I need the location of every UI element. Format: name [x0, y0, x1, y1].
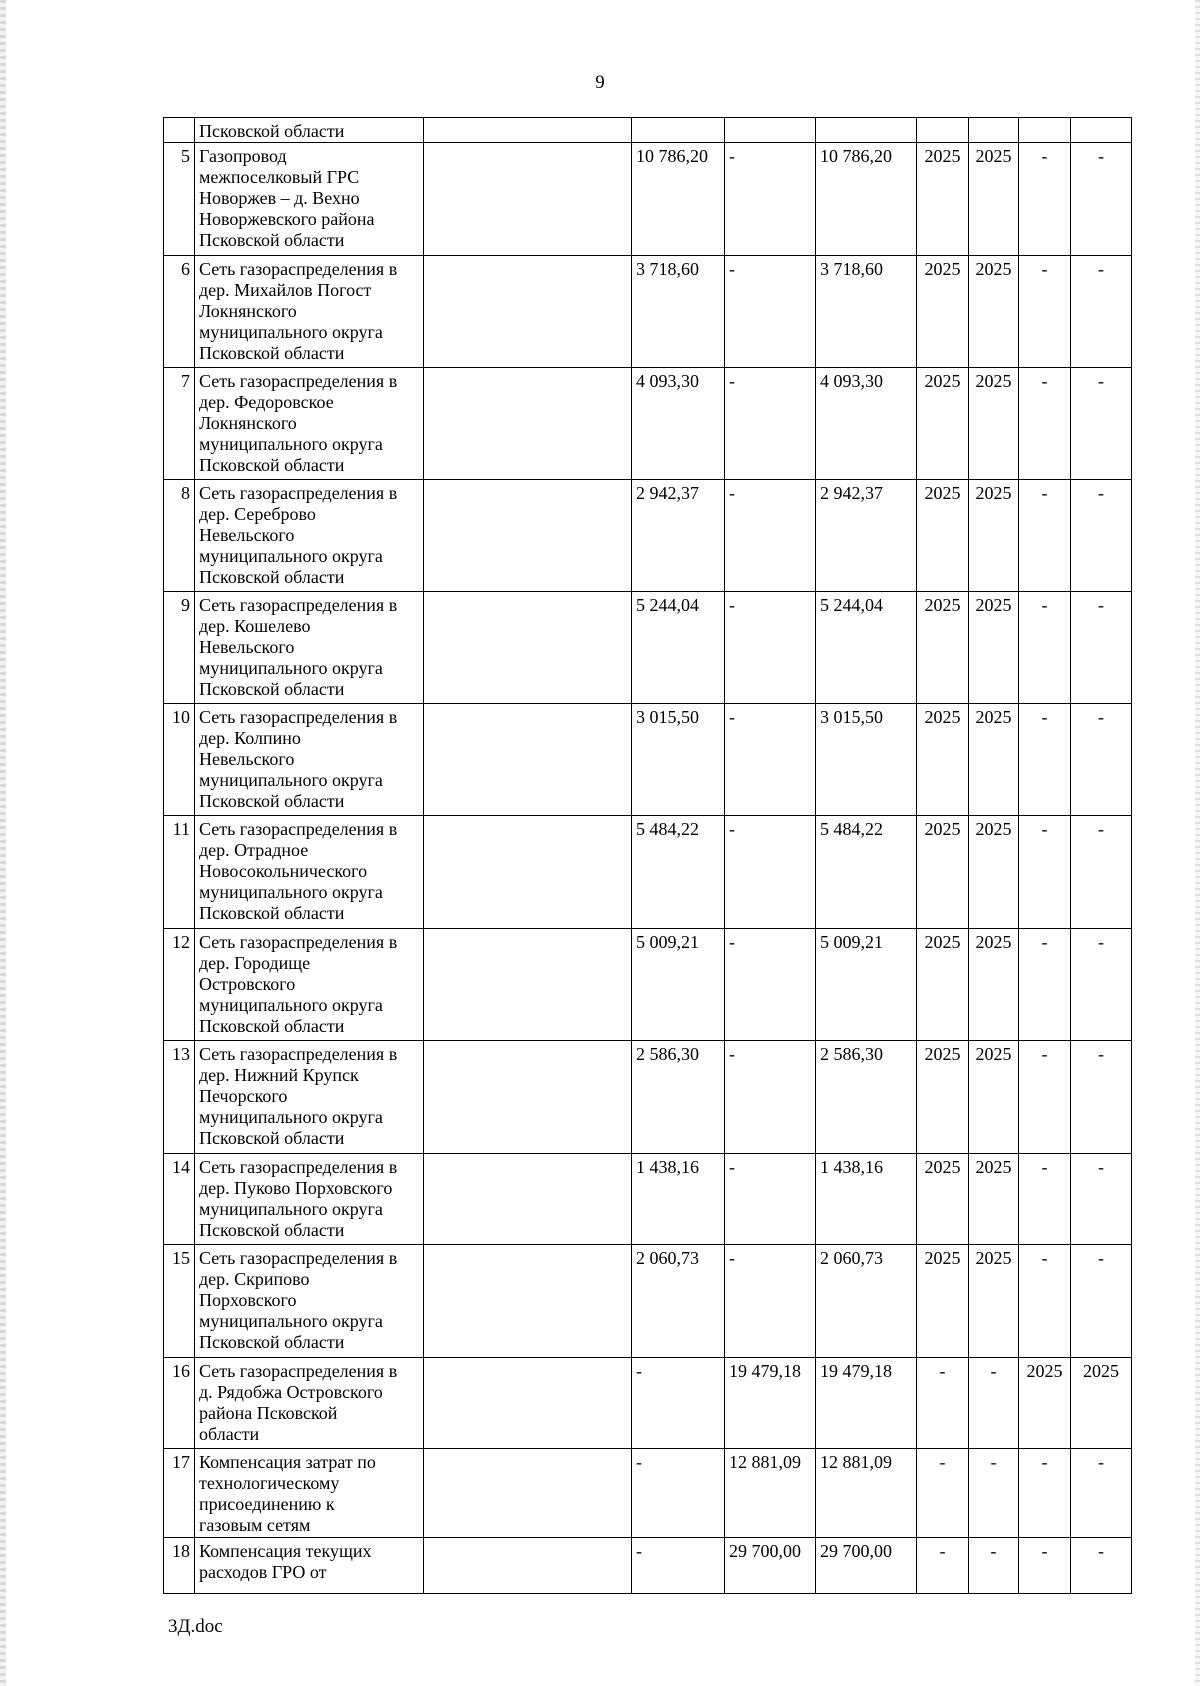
row-col4-amount: - — [632, 1449, 725, 1538]
row-col3 — [424, 704, 632, 816]
row-col10-year: - — [1071, 480, 1132, 592]
row-col3 — [424, 1358, 632, 1449]
row-name-line: муниципального округа — [199, 1199, 383, 1219]
row-col3 — [424, 480, 632, 592]
row-col9-year: - — [1019, 1154, 1071, 1245]
table-row — [164, 368, 1132, 480]
row-col7-year: 2025 — [917, 143, 969, 256]
row-col3 — [424, 1245, 632, 1358]
row-name-line: дер. Федоровское — [199, 392, 334, 412]
row-col10-year: - — [1071, 256, 1132, 368]
row-col10-year: - — [1071, 1449, 1132, 1538]
row-col6-total: 1 438,16 — [816, 1154, 917, 1245]
row-name-line: дер. Михайлов Погост — [199, 280, 372, 300]
row-name — [195, 816, 424, 929]
row-col5-amount: 29 700,00 — [725, 1538, 816, 1594]
row-col10-year: - — [1071, 704, 1132, 816]
row-col5-amount: - — [725, 368, 816, 480]
cell-col10 — [1071, 118, 1132, 143]
row-col10-year: - — [1071, 143, 1132, 256]
row-name-line: Сеть газораспределения в — [199, 595, 398, 615]
row-number: 7 — [164, 368, 195, 480]
row-col4-amount: 4 093,30 — [632, 368, 725, 480]
cell-col9 — [1019, 118, 1071, 143]
row-col6-total: 29 700,00 — [816, 1538, 917, 1594]
row-col6-total: 19 479,18 — [816, 1358, 917, 1449]
row-name-line: Псковской области — [199, 343, 345, 363]
row-col5-amount: - — [725, 929, 816, 1041]
row-name — [195, 929, 424, 1041]
row-name-line: расходов ГРО от — [199, 1562, 327, 1582]
row-col3 — [424, 1041, 632, 1154]
row-col6-total: 3 718,60 — [816, 256, 917, 368]
row-col9-year: - — [1019, 1041, 1071, 1154]
row-name-line: муниципального округа — [199, 1311, 383, 1331]
row-col10-year: - — [1071, 1154, 1132, 1245]
row-col10-year: - — [1071, 592, 1132, 704]
row-name-line: Сеть газораспределения в — [199, 1157, 398, 1177]
row-name — [195, 1449, 424, 1538]
row-col3 — [424, 592, 632, 704]
row-col6-total: 2 942,37 — [816, 480, 917, 592]
row-name-line: Сеть газораспределения в — [199, 1361, 398, 1381]
row-name-line: Псковской области — [199, 1332, 345, 1352]
row-name — [195, 368, 424, 480]
row-col4-amount: 3 718,60 — [632, 256, 725, 368]
row-name-line: Локнянского — [199, 301, 297, 321]
row-col4-amount: 2 942,37 — [632, 480, 725, 592]
row-number: 14 — [164, 1154, 195, 1245]
cell-col7 — [917, 118, 969, 143]
row-col6-total: 5 009,21 — [816, 929, 917, 1041]
row-name-line: дер. Нижний Крупск — [199, 1065, 359, 1085]
row-name-line: дер. Городище — [199, 953, 311, 973]
row-col10-year: - — [1071, 1041, 1132, 1154]
row-name-line: Сеть газораспределения в — [199, 483, 398, 503]
row-name-line: Псковской области — [199, 1220, 345, 1240]
row-col7-year: - — [917, 1449, 969, 1538]
row-col8-year: 2025 — [969, 143, 1019, 256]
row-name — [195, 1154, 424, 1245]
row-name-line: Компенсация затрат по — [199, 1452, 376, 1472]
row-col9-year: 2025 — [1019, 1358, 1071, 1449]
row-col5-amount: - — [725, 816, 816, 929]
row-name-line: Газопровод — [199, 146, 287, 166]
table-row — [164, 929, 1132, 1041]
scan-edge-left — [0, 0, 6, 1686]
row-col6-total: 5 484,22 — [816, 816, 917, 929]
row-col10-year: - — [1071, 929, 1132, 1041]
row-col9-year: - — [1019, 704, 1071, 816]
row-col4-amount: 2 586,30 — [632, 1041, 725, 1154]
row-col9-year: - — [1019, 480, 1071, 592]
row-col5-amount: 12 881,09 — [725, 1449, 816, 1538]
row-name-line: Новоржевского района — [199, 209, 375, 229]
table-row — [164, 1538, 1132, 1594]
row-number: 16 — [164, 1358, 195, 1449]
row-name-line: дер. Колпино — [199, 728, 301, 748]
row-col7-year: 2025 — [917, 256, 969, 368]
row-col8-year: 2025 — [969, 1154, 1019, 1245]
row-col10-year: - — [1071, 816, 1132, 929]
row-col10-year: - — [1071, 1245, 1132, 1358]
row-col5-amount: - — [725, 143, 816, 256]
row-name-line: муниципального округа — [199, 995, 383, 1015]
row-col9-year: - — [1019, 592, 1071, 704]
row-col6-total: 3 015,50 — [816, 704, 917, 816]
row-col7-year: 2025 — [917, 480, 969, 592]
table-row — [164, 480, 1132, 592]
page-number: 9 — [595, 72, 605, 93]
row-name-line: Псковской области — [199, 1128, 345, 1148]
row-name-line: присоединению к — [199, 1494, 335, 1514]
row-col4-amount: 1 438,16 — [632, 1154, 725, 1245]
row-name-line: технологическому — [199, 1473, 340, 1493]
row-col5-amount: 19 479,18 — [725, 1358, 816, 1449]
row-number: 10 — [164, 704, 195, 816]
row-name-line: Невельского — [199, 749, 295, 769]
table-row — [164, 816, 1132, 929]
row-number: 5 — [164, 143, 195, 256]
row-col8-year: 2025 — [969, 480, 1019, 592]
row-col7-year: 2025 — [917, 368, 969, 480]
table-row — [164, 704, 1132, 816]
row-name-line: Псковской области — [199, 567, 345, 587]
row-name — [195, 704, 424, 816]
row-col5-amount: - — [725, 1041, 816, 1154]
row-col5-amount: - — [725, 256, 816, 368]
row-name-line: межпоселковый ГРС — [199, 167, 360, 187]
row-col4-amount: 5 009,21 — [632, 929, 725, 1041]
row-col3 — [424, 256, 632, 368]
row-col6-total: 5 244,04 — [816, 592, 917, 704]
row-name-line: Невельского — [199, 637, 295, 657]
row-col9-year: - — [1019, 256, 1071, 368]
row-col5-amount: - — [725, 1245, 816, 1358]
row-name-line: д. Рядобжа Островского — [199, 1382, 383, 1402]
row-col3 — [424, 816, 632, 929]
row-col8-year: 2025 — [969, 1041, 1019, 1154]
row-col6-total: 4 093,30 — [816, 368, 917, 480]
row-name-line: Сеть газораспределения в — [199, 707, 398, 727]
row-name-line: муниципального округа — [199, 546, 383, 566]
row-col10-year: - — [1071, 1538, 1132, 1594]
row-name — [195, 1358, 424, 1449]
row-name-line: Сеть газораспределения в — [199, 259, 398, 279]
row-name — [195, 256, 424, 368]
row-col9-year: - — [1019, 1449, 1071, 1538]
row-name-line: дер. Кошелево — [199, 616, 311, 636]
row-number: 17 — [164, 1449, 195, 1538]
cell-name: Псковской области — [195, 118, 424, 143]
row-col3 — [424, 1538, 632, 1594]
row-name-line: муниципального округа — [199, 322, 383, 342]
row-name — [195, 1538, 424, 1594]
row-col6-total: 2 586,30 — [816, 1041, 917, 1154]
table-row — [164, 592, 1132, 704]
row-number: 18 — [164, 1538, 195, 1594]
row-name-line: муниципального округа — [199, 658, 383, 678]
row-col4-amount: 5 244,04 — [632, 592, 725, 704]
row-number: 6 — [164, 256, 195, 368]
row-col10-year: 2025 — [1071, 1358, 1132, 1449]
row-number: 11 — [164, 816, 195, 929]
table-row — [164, 143, 1132, 256]
row-col6-total: 12 881,09 — [816, 1449, 917, 1538]
row-name-line: Новоржев – д. Вехно — [199, 188, 360, 208]
row-col7-year: 2025 — [917, 816, 969, 929]
row-col4-amount: 5 484,22 — [632, 816, 725, 929]
row-name-line: Сеть газораспределения в — [199, 819, 398, 839]
row-name-line: Псковской области — [199, 1016, 345, 1036]
row-name-line: муниципального округа — [199, 770, 383, 790]
row-name-line: муниципального округа — [199, 1107, 383, 1127]
row-name-line: района Псковской — [199, 1403, 338, 1423]
row-col3 — [424, 1154, 632, 1245]
row-name-line: Невельского — [199, 525, 295, 545]
row-col7-year: - — [917, 1358, 969, 1449]
row-name-line: Новосокольнического — [199, 861, 368, 881]
row-name-line: Сеть газораспределения в — [199, 371, 398, 391]
row-name — [195, 480, 424, 592]
row-col8-year: - — [969, 1358, 1019, 1449]
row-col9-year: - — [1019, 929, 1071, 1041]
row-col7-year: - — [917, 1538, 969, 1594]
row-col4-amount: 3 015,50 — [632, 704, 725, 816]
row-name-line: Псковской области — [199, 679, 345, 699]
row-name-line: Псковской области — [199, 903, 345, 923]
row-col4-amount: - — [632, 1358, 725, 1449]
row-col4-amount: - — [632, 1538, 725, 1594]
cell-no — [164, 118, 195, 143]
row-name-line: Псковской области — [199, 791, 345, 811]
row-col3 — [424, 368, 632, 480]
row-name-line: Сеть газораспределения в — [199, 1044, 398, 1064]
row-col8-year: 2025 — [969, 1245, 1019, 1358]
row-name-line: Локнянского — [199, 413, 297, 433]
table-row — [164, 1358, 1132, 1449]
row-col5-amount: - — [725, 1154, 816, 1245]
row-col7-year: 2025 — [917, 1154, 969, 1245]
row-col7-year: 2025 — [917, 929, 969, 1041]
row-name-line: Сеть газораспределения в — [199, 932, 398, 952]
scan-edge-right — [1195, 0, 1200, 1686]
row-col8-year: 2025 — [969, 929, 1019, 1041]
row-col10-year: - — [1071, 368, 1132, 480]
row-col9-year: - — [1019, 1538, 1071, 1594]
cell-col4 — [632, 118, 725, 143]
row-col8-year: 2025 — [969, 592, 1019, 704]
row-name-line: дер. Сереброво — [199, 504, 316, 524]
row-col8-year: 2025 — [969, 256, 1019, 368]
row-col3 — [424, 929, 632, 1041]
row-name-line: дер. Пуково Порховского — [199, 1178, 393, 1198]
row-number: 13 — [164, 1041, 195, 1154]
cell-col3 — [424, 118, 632, 143]
row-name-line: Сеть газораспределения в — [199, 1248, 398, 1268]
row-name-line: Псковской области — [199, 230, 345, 250]
table-row — [164, 256, 1132, 368]
row-name-line: области — [199, 1424, 260, 1444]
row-col7-year: 2025 — [917, 592, 969, 704]
table-row — [164, 1245, 1132, 1358]
row-col7-year: 2025 — [917, 1245, 969, 1358]
footer-filename: 3Д.doc — [168, 1616, 223, 1637]
row-col9-year: - — [1019, 368, 1071, 480]
table-row — [164, 1154, 1132, 1245]
row-col3 — [424, 143, 632, 256]
row-col5-amount: - — [725, 704, 816, 816]
row-col4-amount: 2 060,73 — [632, 1245, 725, 1358]
investment-table — [163, 117, 1132, 1594]
row-col3 — [424, 1449, 632, 1538]
row-col7-year: 2025 — [917, 1041, 969, 1154]
table-row — [164, 1449, 1132, 1538]
row-col9-year: - — [1019, 1245, 1071, 1358]
row-col8-year: 2025 — [969, 704, 1019, 816]
row-number: 15 — [164, 1245, 195, 1358]
row-col9-year: - — [1019, 143, 1071, 256]
row-col9-year: - — [1019, 816, 1071, 929]
row-name-line: Псковской области — [199, 455, 345, 475]
row-number: 12 — [164, 929, 195, 1041]
row-name-line: дер. Скрипово — [199, 1269, 310, 1289]
row-col7-year: 2025 — [917, 704, 969, 816]
row-col8-year: 2025 — [969, 816, 1019, 929]
table-row — [164, 1041, 1132, 1154]
cell-col5 — [725, 118, 816, 143]
row-col4-amount: 10 786,20 — [632, 143, 725, 256]
row-col8-year: - — [969, 1449, 1019, 1538]
table-row-continuation — [164, 118, 1132, 143]
row-col5-amount: - — [725, 592, 816, 704]
row-name-line: дер. Отрадное — [199, 840, 309, 860]
table-body — [164, 118, 1132, 1594]
row-col5-amount: - — [725, 480, 816, 592]
row-number: 9 — [164, 592, 195, 704]
row-name-line: Печорского — [199, 1086, 288, 1106]
row-name-line: Порховского — [199, 1290, 297, 1310]
row-name-line: газовым сетям — [199, 1515, 311, 1535]
row-number: 8 — [164, 480, 195, 592]
row-name — [195, 1245, 424, 1358]
row-name-line: муниципального округа — [199, 434, 383, 454]
row-name — [195, 143, 424, 256]
row-name-line: Островского — [199, 974, 296, 994]
row-col6-total: 10 786,20 — [816, 143, 917, 256]
cell-col6 — [816, 118, 917, 143]
cell-col8 — [969, 118, 1019, 143]
row-name-line: муниципального округа — [199, 882, 383, 902]
row-name — [195, 1041, 424, 1154]
row-col8-year: 2025 — [969, 368, 1019, 480]
row-name — [195, 592, 424, 704]
row-name-line: Компенсация текущих — [199, 1541, 372, 1561]
row-col8-year: - — [969, 1538, 1019, 1594]
row-col6-total: 2 060,73 — [816, 1245, 917, 1358]
